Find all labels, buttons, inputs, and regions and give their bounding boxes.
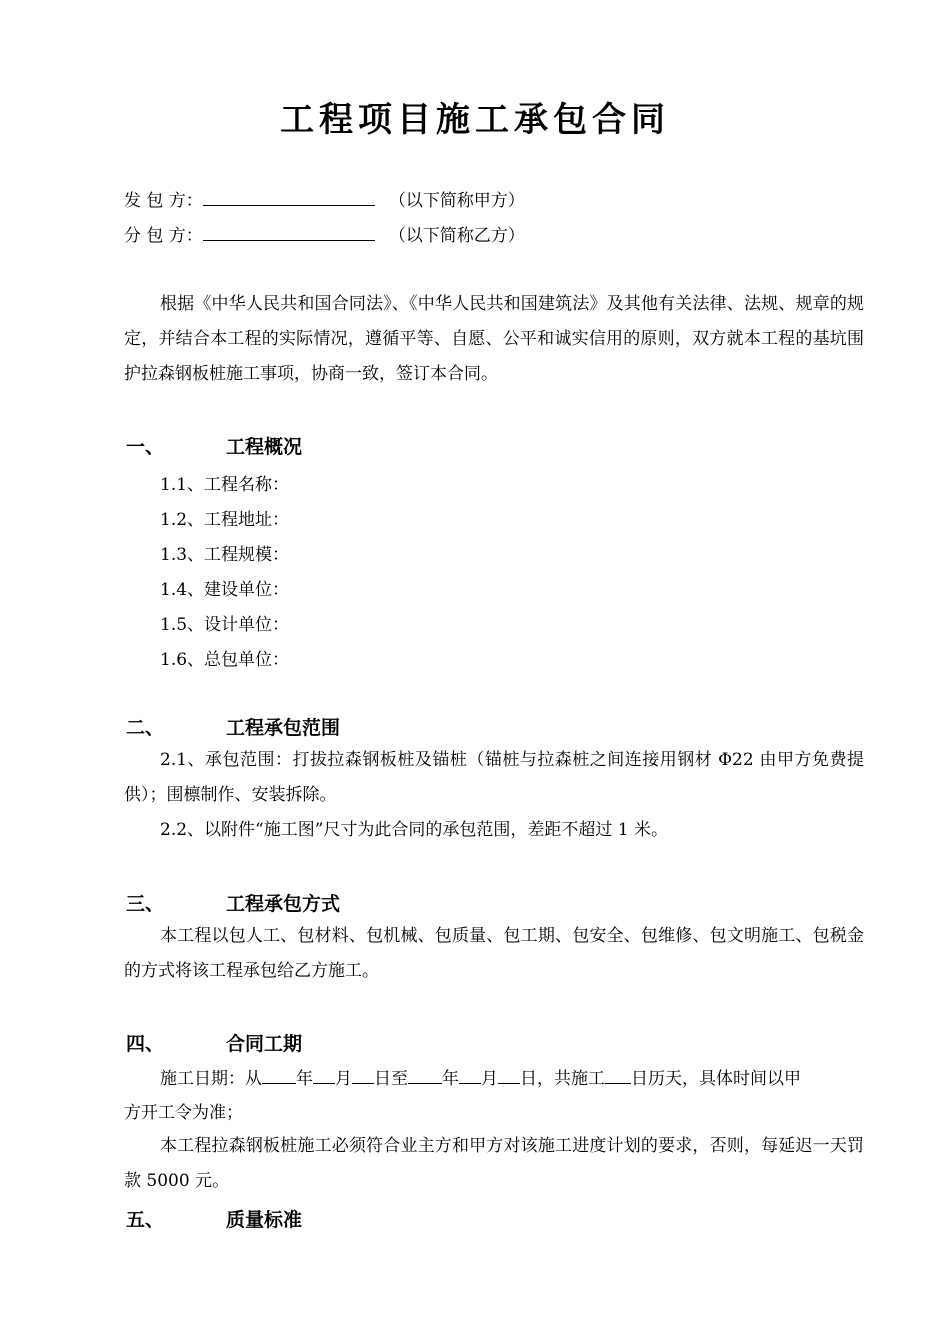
date-text: 年 [296,1069,313,1089]
month-blank [459,1067,481,1084]
page-title: 工程项目施工承包合同 [280,100,670,140]
section-title: 工程概况 [226,436,303,458]
section-number: 一、 [126,436,165,458]
section-heading-5 [126,1205,302,1232]
section-4-paragraph: 本工程拉森钢板桩施工必须符合业主方和甲方对该施工进度计划的要求，否则，每延迟一天罚款 5000 元。 [124,1136,864,1191]
party-b-blank [203,224,375,241]
party-b-line [124,224,525,247]
section-heading-1 [126,432,302,459]
date-text: 日至 [374,1069,408,1089]
month-blank [313,1067,335,1084]
section-title: 合同工期 [226,1033,303,1055]
section-number: 三、 [126,893,165,915]
date-text: 年 [442,1069,459,1089]
day-blank [352,1067,374,1084]
section-heading-3 [126,889,340,916]
date-text: 月 [335,1069,352,1089]
list-item: 1.2、工程地址： [160,510,290,530]
party-b-label: 分 包 方： [124,226,203,246]
date-text: 月 [481,1069,498,1089]
days-blank [605,1067,631,1084]
date-text: 施工日期：从 [160,1069,262,1089]
section-2-paragraph-2: 2.2、以附件“施工图”尺寸为此合同的承包范围，差距不超过 1 米。 [160,820,669,840]
party-a-blank [203,189,375,206]
day-blank [498,1067,520,1084]
section-2-paragraph-1: 2.1、承包范围：打拔拉森钢板桩及锚桩（锚桩与拉森桩之间连接用钢材 Φ22 由甲方免费提供）；围檩制作、安装拆除。 [124,750,864,805]
section-heading-2 [126,713,340,740]
list-item: 1.6、总包单位： [160,650,290,670]
section-number: 五、 [126,1209,165,1231]
section-3-paragraph: 本工程以包人工、包材料、包机械、包质量、包工期、包安全、包维修、包文明施工、包税金的方式将该工程承包给乙方施工。 [124,926,864,981]
preamble-paragraph: 根据《中华人民共和国合同法》、《中华人民共和国建筑法》及其他有关法律、法规、规章的规定，并结合本工程的实际情况，遵循平等、自愿、公平和诚实信用的原则，双方就本工程的基坑围护拉森钢板桩施工事项，协商一致，签订本合同。 [124,294,864,384]
section-title: 质量标准 [226,1209,303,1231]
construction-date-line [160,1067,801,1090]
section-heading-4 [126,1029,302,1056]
date-text: 日历天，具体时间以甲 [631,1069,801,1089]
party-a-label: 发 包 方： [124,191,203,211]
list-item: 1.5、设计单位： [160,615,290,635]
section-number: 四、 [126,1033,165,1055]
year-blank [262,1067,296,1084]
construction-date-continued: 方开工令为准； [124,1103,243,1123]
party-a-line [124,189,525,212]
section-number: 二、 [126,717,165,739]
section-title: 工程承包范围 [226,717,341,739]
date-text: 日，共施工 [520,1069,605,1089]
section-title: 工程承包方式 [226,893,341,915]
party-b-note: （以下简称乙方） [388,226,525,246]
list-item: 1.4、建设单位： [160,580,290,600]
party-a-note: （以下简称甲方） [388,191,525,211]
year-blank [408,1067,442,1084]
list-item: 1.3、工程规模： [160,545,290,565]
list-item: 1.1、工程名称： [160,475,290,495]
